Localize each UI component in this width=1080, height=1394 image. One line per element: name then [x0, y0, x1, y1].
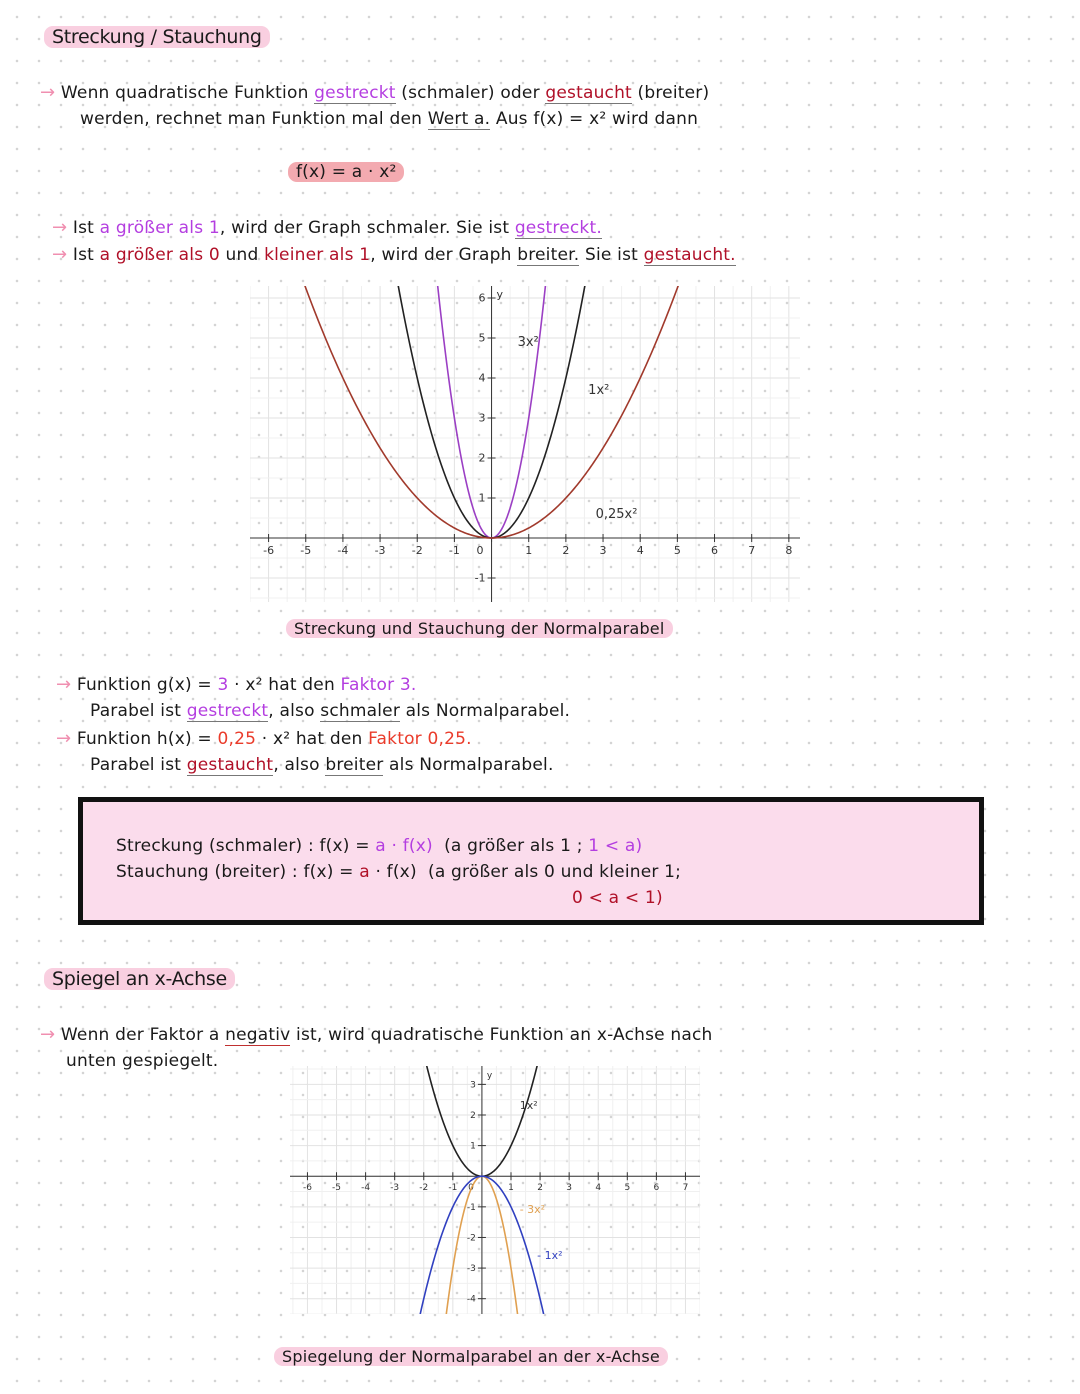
y-tick-label: -2	[466, 1233, 476, 1244]
y-tick-label: 1	[470, 1141, 476, 1152]
spiegel-text: ist, wird quadratische Funktion an x-Achse nach	[296, 1025, 713, 1045]
example-text: , also	[273, 755, 320, 775]
x-tick-label: 3	[566, 1183, 573, 1194]
y-tick-label: -1	[474, 571, 486, 585]
x-tick-label: 5	[624, 1183, 631, 1194]
rule-kleiner: kleiner als	[264, 245, 354, 265]
rule-ist: Ist	[72, 218, 95, 238]
spiegel-line-1	[40, 1024, 713, 1045]
word-schmaler: (schmaler)	[401, 83, 495, 103]
x-tick-label: -6	[263, 544, 275, 557]
summary-line-3	[572, 888, 663, 908]
example-2-line-2	[90, 755, 554, 775]
example-text: als Normalparabel.	[405, 701, 571, 721]
summary-f: f(x) =	[319, 836, 370, 856]
formula-box	[288, 162, 404, 182]
section-title-text: Spiegel an x-Achse	[52, 968, 227, 990]
example-text: Parabel ist	[90, 755, 182, 775]
example-schmaler: schmaler	[320, 701, 401, 721]
x-tick-label: 5	[673, 544, 681, 557]
summary-a: a	[375, 836, 386, 856]
intro-text-2b: Aus f(x) = x² wird dann	[495, 109, 699, 129]
summary-condition-2: 1 < a)	[588, 836, 643, 856]
example-2-line-1	[56, 728, 472, 749]
rule-one: 1	[359, 245, 371, 265]
x-tick-label: 3	[599, 544, 607, 557]
y-axis-label: y	[486, 1071, 493, 1081]
arrow-icon: →	[56, 674, 72, 695]
section-title-spiegel	[44, 968, 235, 990]
x-tick-label: 2	[537, 1183, 543, 1194]
summary-condition: (a größer als 1 ;	[444, 836, 583, 856]
summary-streckung-label: Streckung (schmaler)	[116, 836, 303, 856]
summary-colon: :	[307, 836, 314, 856]
intro-text-2a: werden, rechnet man Funktion mal den	[80, 109, 423, 129]
y-tick-label: 1	[478, 491, 486, 505]
summary-line-2	[116, 862, 681, 882]
x-tick-label: 4	[595, 1183, 602, 1194]
caption-1-text: Streckung und Stauchung der Normalparabel	[294, 619, 665, 638]
summary-colon: :	[291, 862, 298, 882]
section-title-text: Streckung / Stauchung	[52, 26, 262, 48]
arrow-icon: →	[52, 217, 68, 238]
x-tick-label: 1	[508, 1183, 514, 1194]
y-axis-label: y	[496, 288, 504, 301]
curve-label: 3x²	[517, 335, 539, 350]
word-oder: oder	[500, 83, 540, 103]
section-title-streckung	[44, 26, 270, 48]
x-tick-label: 6	[653, 1183, 660, 1194]
example-1-line-1	[56, 674, 417, 695]
example-faktor-value: 0,25.	[427, 729, 472, 749]
word-gestaucht: gestaucht	[545, 83, 632, 103]
spiegel-text-2: unten gespiegelt.	[66, 1051, 219, 1071]
intro-text: Wenn quadratische Funktion	[60, 83, 309, 103]
intro-line-2	[80, 109, 698, 129]
example-text: · x² hat den	[261, 729, 363, 749]
rule-a: a	[99, 218, 111, 238]
chart-streckung	[250, 286, 800, 602]
rule-rest: , wird der Graph schmaler. Sie ist	[219, 218, 510, 238]
example-gestreckt: gestreckt	[186, 701, 269, 721]
word-breiter: (breiter)	[637, 83, 710, 103]
example-text: Parabel ist	[90, 701, 182, 721]
word-gestreckt: gestreckt	[314, 83, 396, 103]
y-tick-label: 3	[470, 1080, 476, 1091]
curve-label: 0,25x²	[595, 507, 638, 522]
x-tick-label: -5	[300, 544, 312, 557]
summary-condition-2: 0 < a < 1)	[572, 888, 663, 908]
rule-breiter: breiter.	[517, 245, 580, 265]
caption-2	[274, 1347, 668, 1366]
example-text: , also	[268, 701, 315, 721]
y-tick-label: 2	[478, 451, 486, 465]
arrow-icon: →	[56, 728, 72, 749]
rule-sie: Sie ist	[584, 245, 638, 265]
x-tick-label: 1	[525, 544, 533, 557]
x-tick-label: -6	[302, 1183, 312, 1194]
summary-a: a	[359, 862, 370, 882]
example-1-line-2	[90, 701, 570, 721]
x-tick-label: 8	[785, 544, 793, 557]
x-tick-label: 4	[636, 544, 644, 557]
curve-label: 1x²	[588, 383, 610, 398]
example-factor-3: 3	[217, 675, 229, 695]
x-tick-label: -1	[448, 1183, 458, 1194]
x-tick-label: 0	[476, 544, 484, 557]
y-tick-label: -3	[466, 1264, 476, 1275]
formula-text: f(x) = a · x²	[296, 162, 397, 182]
rule-groesser-0: größer als 0	[115, 245, 220, 265]
rule-line-1	[52, 217, 602, 238]
summary-line-1	[116, 836, 642, 856]
chart-spiegelung	[290, 1066, 700, 1314]
x-tick-label: 6	[711, 544, 719, 557]
intro-line-1	[40, 82, 709, 103]
x-tick-label: -3	[374, 544, 386, 557]
rule-ist: Ist	[72, 245, 95, 265]
rule-und: und	[225, 245, 259, 265]
rule-gestaucht: gestaucht.	[643, 245, 736, 265]
rule-rest: , wird der Graph	[370, 245, 512, 265]
word-negativ: negativ	[225, 1025, 291, 1045]
curve-label: - 3x²	[519, 1202, 546, 1216]
arrow-icon: →	[52, 244, 68, 265]
x-tick-label: -2	[419, 1183, 429, 1194]
spiegel-line-2	[66, 1051, 218, 1071]
example-text: Funktion h(x) =	[76, 729, 212, 749]
example-faktor-label: Faktor	[340, 675, 395, 695]
y-tick-label: 4	[478, 371, 486, 385]
x-tick-label: 7	[748, 544, 756, 557]
x-tick-label: -4	[337, 544, 349, 557]
summary-box	[78, 797, 984, 925]
rule-gestreckt: gestreckt.	[514, 218, 602, 238]
summary-stauchung-label: Stauchung (breiter)	[116, 862, 287, 882]
rule-groesser-1: größer als 1	[115, 218, 220, 238]
caption-1	[286, 619, 673, 638]
y-tick-label: 2	[470, 1110, 476, 1121]
x-tick-label: 7	[682, 1183, 689, 1194]
curve-label: - 1x²	[537, 1248, 563, 1262]
x-tick-label: 2	[562, 544, 570, 557]
example-gestaucht: gestaucht	[186, 755, 274, 775]
y-tick-label: 6	[478, 291, 486, 305]
word-wert: Wert a.	[427, 109, 491, 129]
example-factor-025: 0,25	[217, 729, 257, 749]
y-tick-label: 5	[478, 331, 486, 345]
x-tick-label: -1	[448, 544, 460, 557]
x-tick-label: -3	[390, 1183, 400, 1194]
summary-fx: · f(x)	[375, 862, 417, 882]
example-faktor-value: 3.	[399, 675, 417, 695]
summary-f: f(x) =	[303, 862, 354, 882]
summary-fx: · f(x)	[391, 836, 433, 856]
rule-line-2	[52, 244, 736, 265]
y-tick-label: -1	[466, 1202, 476, 1213]
summary-condition: (a größer als 0 und kleiner 1;	[428, 862, 682, 882]
example-faktor-label: Faktor	[368, 729, 422, 749]
caption-2-text: Spiegelung der Normalparabel an der x-Achse	[282, 1347, 660, 1366]
y-tick-label: -4	[466, 1294, 476, 1305]
x-tick-label: 0	[468, 1183, 474, 1194]
curve-label: 1x²	[519, 1098, 538, 1112]
rule-a: a	[99, 245, 111, 265]
arrow-icon: →	[40, 82, 56, 103]
example-text: Funktion g(x) =	[76, 675, 212, 695]
arrow-icon: →	[40, 1024, 56, 1045]
spiegel-text: Wenn der Faktor a	[60, 1025, 220, 1045]
example-text: · x² hat den	[234, 675, 335, 695]
example-text: als Normalparabel.	[389, 755, 554, 775]
y-tick-label: 3	[478, 411, 486, 425]
example-breiter: breiter	[325, 755, 384, 775]
x-tick-label: -4	[361, 1183, 371, 1194]
x-tick-label: -5	[332, 1183, 342, 1194]
x-tick-label: -2	[411, 544, 423, 557]
